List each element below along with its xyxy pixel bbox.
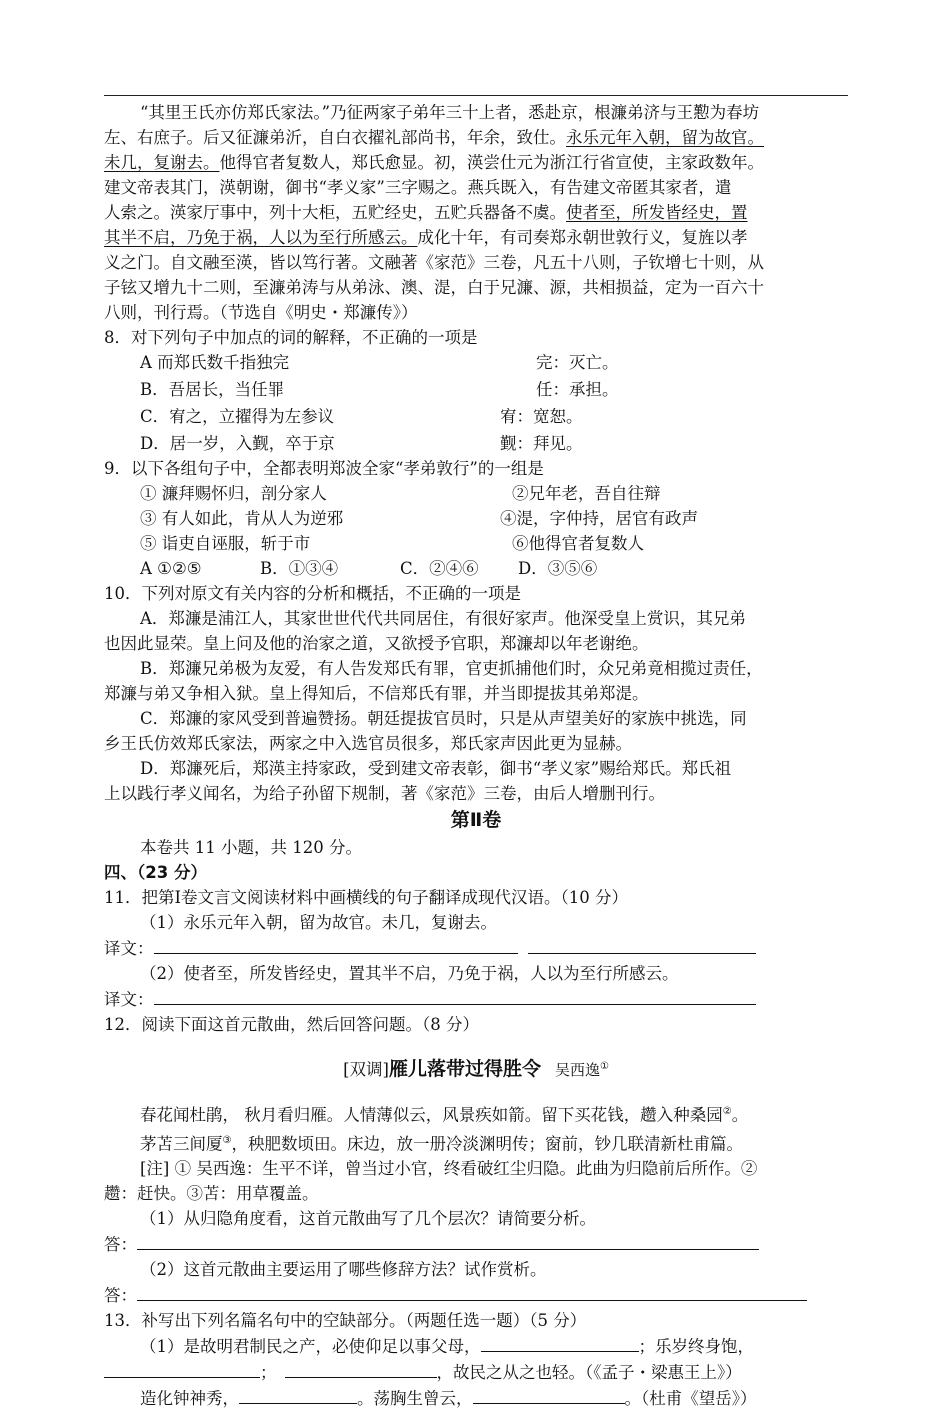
poem-line: 春花闻杜鹃， 秋月看归雁。人情薄似云，风景疾如箭。留下买花钱，趱入种桑园②。 [140,1105,749,1125]
poem-title-line: [双调]雁儿落带过得胜令 吴西逸① [343,1057,609,1080]
fill-blank[interactable] [473,1385,625,1404]
section-intro: 本卷共 11 小题，共 120 分。 [140,838,362,857]
passage-line: 建文帝表其门，渶朝谢，御书“孝义家”三字赐之。燕兵既入，有告建文帝匿其家者，遣 [104,178,732,197]
option-text: C．郑濂的家风受到普遍赞扬。朝廷提拔官员时，只是从声望美好的家族中挑选，同 [140,709,747,728]
passage-line: 左、右庶子。后又征濂弟沂，自白衣擢礼部尚书，年余，致仕。永乐元年入朝，留为故官。 [104,128,764,147]
question-11 [104,885,848,1012]
question-stem: 11．把第Ⅰ卷文言文阅读材料中画横线的句子翻译成现代汉语。（10 分） [104,888,629,907]
fill-line: （1）是故明君制民之产，必使仰足以事父母， ；乐岁终身饱， [104,1333,848,1359]
option-row: D．居一岁，入觐，卒于京 觐：拜见。 [140,434,583,453]
answer-blank[interactable] [137,1231,759,1250]
poem-author: 吴西逸① [554,1060,609,1079]
passage-line: 八则，刊行焉。（节选自《明史・郑濂传》） [104,303,418,322]
sub-question: （2）使者至，所发皆经史，置其半不启，乃免于祸，人以为至行所感云。 [140,964,679,983]
poem-note: [注] ① 吴西逸：生平不详，曾当过小官，终看破红尘归隐。此曲为归隐前后所作。② [140,1159,758,1178]
answer-line: 译文： [104,935,848,961]
sub-question: （1）永乐元年入朝，留为故官。未几，复谢去。 [140,913,497,932]
option-text: 郑濂与弟又争相入狱。皇上得知后，不信郑氏有罪，并当即提拔其弟郑湜。 [104,684,649,703]
fill-line: ； ，故民之从之也轻。（《孟子・梁惠王上》） [104,1359,848,1385]
part-heading: 四、（23 分） [104,863,207,882]
item-row: ③ 有人如此，肯从人为逆邪 ④湜，字仲持，居官有政声 [140,509,698,528]
question-8 [104,325,848,456]
poem-line: 茅苫三间厦③，秧肥数顷田。床边，放一册冷淡渊明传；窗前，钞几联清新杜甫篇。 [140,1134,743,1153]
passage-line: 未几，复谢去。他得官者复数人，郑氏愈显。初，渶尝仕元为浙江行省宣使，主家政数年。 [104,153,764,172]
fill-blank[interactable] [239,1385,357,1404]
question-9 [104,456,848,581]
question-stem: 13．补写出下列名篇名句中的空缺部分。（两题任选一题）（5 分） [104,1311,587,1330]
poem-note: 趱：赶快。③苫：用草覆盖。 [104,1184,319,1203]
option-text: 上以践行孝义闻名，为给子孙留下规制，著《家范》三卷，由后人增删刊行。 [104,784,665,803]
answer-line: 译文： [104,986,848,1012]
answer-blank[interactable] [154,935,518,954]
passage-line: 子铉又增九十二则，至濂弟涛与从弟泳、澳、湜，白于兄濂、源，共相损益，定为一百六十 [104,278,764,297]
fill-blank[interactable] [285,1359,437,1378]
choice-row: A ①②⑤ B．①③④ C．②④⑥ D．③⑤⑥ [140,559,598,578]
option-text: 乡王氏仿效郑氏家法，两家之中入选官员很多，郑氏家声因此更为显赫。 [104,734,632,753]
underlined-sentence: 未几，复谢去。 [104,153,220,172]
option-text: B．郑濂兄弟极为友爱，有人告发郑氏有罪，官吏抓捕他们时，众兄弟竟相揽过责任， [140,659,763,678]
option-row: A 而郑氏数千指独完 完：灭亡。 [140,353,619,372]
poem-title: 雁儿落带过得胜令 [388,1057,541,1080]
option-text: A．郑濂是浦江人，其家世世代代共同居住，有很好家声。他深受皇上赏识，其兄弟 [140,609,746,628]
fill-line: 造化钟神秀， 。荡胸生曾云， 。（杜甫《望岳》） [104,1385,848,1411]
question-13 [104,1308,848,1411]
classical-passage [104,92,848,325]
fill-blank[interactable] [104,1359,260,1378]
question-12 [104,1012,848,1308]
answer-line: 答： [104,1282,848,1308]
question-stem: 12．阅读下面这首元散曲，然后回答问题。（8 分） [104,1015,479,1034]
option-row: C．宥之，立擢得为左参议 宥：宽恕。 [140,407,583,426]
option-text: 也因此显荣。皇上问及他的治家之道，又欲授予官职，郑濂却以年老谢绝。 [104,634,649,653]
exam-page [104,92,848,1411]
passage-line: 义之门。自文融至渶，皆以笃行著。文融著《家范》三卷，凡五十八则，子钦增七十则，从 [104,253,764,272]
passage-line: 人索之。渶家厅事中，列十大柜，五贮经史，五贮兵器备不虞。使者至，所发皆经史，置 [104,203,748,222]
section-title: 第Ⅱ卷 [450,809,502,831]
underlined-sentence: 其半不启，乃免于祸，人以为至行所感云。 [104,228,418,247]
underlined-sentence: 使者至，所发皆经史，置 [566,203,748,222]
sub-question: （2）这首元散曲主要运用了哪些修辞方法？试作赏析。 [140,1260,547,1279]
passage-line: 其半不启，乃免于祸，人以为至行所感云。成化十年，有司奏郑永朝世敦行义，复旌以孝 [104,228,748,247]
underlined-sentence: 永乐元年入朝，留为故官。 [566,128,764,147]
passage-line: “其里王氏亦仿郑氏家法。”乃征两家子弟年三十上者，悉赴京，根濂弟济与王懃为春坊 [140,103,760,122]
answer-line: 答： [104,1231,848,1257]
sub-question: （1）从归隐角度看，这首元散曲写了几个层次？请简要分析。 [140,1209,596,1228]
answer-blank[interactable] [137,1282,807,1301]
item-row: ① 濂拜赐怀归，剖分家人 ②兄年老，吾自往辩 [140,484,661,503]
question-10 [104,581,848,806]
question-stem: 10．下列对原文有关内容的分析和概括，不正确的一项是 [104,584,521,603]
option-row: B．吾居长，当任罪 任：承担。 [140,380,619,399]
option-text: D．郑濂死后，郑渶主持家政，受到建文帝表彰，御书“孝义家”赐给郑氏。郑氏祖 [140,759,732,778]
fill-blank[interactable] [481,1333,639,1352]
question-stem: 8．对下列句子中加点的词的解释，不正确的一项是 [104,328,478,347]
answer-blank[interactable] [528,935,756,954]
answer-blank[interactable] [154,986,756,1005]
question-stem: 9．以下各组句子中，全都表明郑波全家“孝弟敦行”的一组是 [104,459,544,478]
item-row: ⑤ 诣吏自诬服，斩于市 ⑥他得官者复数人 [140,534,644,553]
